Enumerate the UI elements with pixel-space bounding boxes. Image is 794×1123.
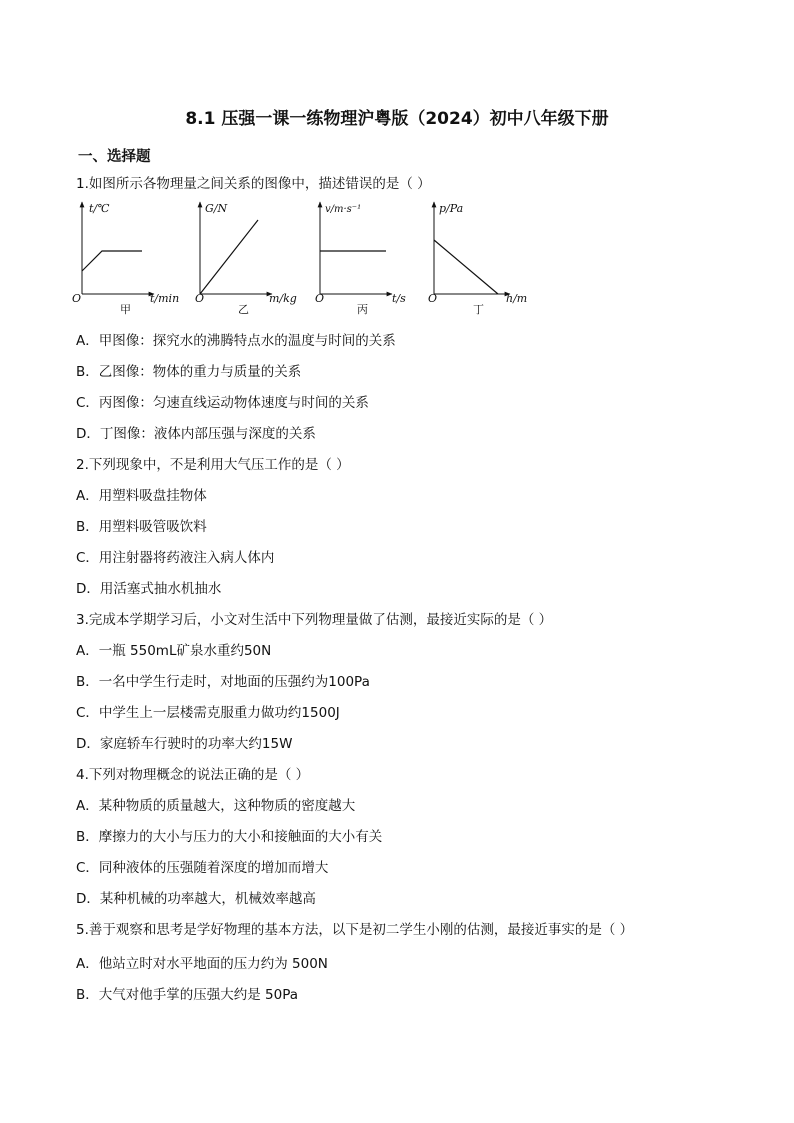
question-4-option-a: A．某种物质的质量越大，这种物质的密度越大 [76, 798, 356, 814]
graph-yi-curve [200, 220, 258, 294]
graph-bing-origin: O [315, 292, 325, 305]
section-heading: 一、选择题 [78, 149, 151, 165]
question-5-option-b: B．大气对他手掌的压强大约是 50Pa [76, 987, 299, 1003]
question-2-option-c: C．用注射器将药液注入病人体内 [76, 550, 275, 566]
graph-bing-xlabel: t/s [392, 292, 406, 305]
question-1-option-c: C．丙图像：匀速直线运动物体速度与时间的关系 [76, 395, 369, 411]
graph-ding-ylabel: p/Pa [439, 202, 464, 215]
graph-jia-caption: 甲 [120, 303, 131, 316]
question-4-option-d: D．某种机械的功率越大，机械效率越高 [76, 891, 316, 907]
question-1-option-a: A．甲图像：探究水的沸腾特点水的温度与时间的关系 [76, 333, 396, 349]
graph-yi-caption: 乙 [238, 303, 249, 316]
graph-jia [72, 202, 179, 316]
question-4-stem: 4.下列对物理概念的说法正确的是（ ） [76, 767, 310, 783]
graph-ding-xlabel: h/m [506, 292, 528, 305]
question-4-option-b: B．摩擦力的大小与压力的大小和接触面的大小有关 [76, 829, 383, 845]
graph-yi-origin: O [195, 292, 205, 305]
question-1-option-d: D．丁图像：液体内部压强与深度的关系 [76, 426, 316, 442]
graph-jia-origin: O [72, 292, 82, 305]
question-1-option-b: B．乙图像：物体的重力与质量的关系 [76, 364, 302, 380]
question-2-stem: 2.下列现象中，不是利用大气压工作的是（ ） [76, 457, 350, 473]
question-3-option-c: C．中学生上一层楼需克服重力做功约1500J [76, 705, 340, 721]
graph-bing-caption: 丙 [357, 303, 368, 316]
question-3-option-d: D．家庭轿车行驶时的功率大约15W [76, 736, 293, 752]
graph-figure [70, 196, 540, 326]
graph-jia-xlabel: t/min [150, 292, 180, 305]
graph-bing-ylabel: v/m·s⁻¹ [325, 204, 362, 215]
question-2-option-d: D．用活塞式抽水机抽水 [76, 581, 222, 597]
question-5-stem: 5.善于观察和思考是学好物理的基本方法，以下是初二学生小刚的估测，最接近事实的是（ ） [76, 922, 634, 938]
graph-bing [315, 202, 406, 316]
graph-jia-ylabel: t/℃ [89, 202, 110, 215]
graph-ding-curve [434, 240, 498, 294]
graph-yi-ylabel: G/N [205, 202, 228, 215]
graph-jia-curve [82, 251, 142, 271]
graph-ding-caption: 丁 [473, 303, 484, 316]
question-1-stem: 1.如图所示各物理量之间关系的图像中，描述错误的是（ ） [76, 176, 431, 192]
graph-ding [428, 202, 527, 316]
question-3-option-a: A．一瓶 550mL矿泉水重约50N [76, 643, 272, 659]
question-5-option-a: A．他站立时对水平地面的压力约为 500N [76, 956, 328, 972]
question-3-option-b: B．一名中学生行走时，对地面的压强约为100Pa [76, 674, 370, 690]
question-3-stem: 3.完成本学期学习后，小文对生活中下列物理量做了估测，最接近实际的是（ ） [76, 612, 553, 628]
question-2-option-b: B．用塑料吸管吸饮料 [76, 519, 207, 535]
graph-ding-origin: O [428, 292, 438, 305]
page-title: 8.1 压强一课一练物理沪粤版（2024）初中八年级下册 [185, 109, 609, 129]
graph-yi-xlabel: m/kg [269, 292, 297, 305]
question-2-option-a: A．用塑料吸盘挂物体 [76, 488, 207, 504]
graph-yi [195, 202, 297, 316]
question-4-option-c: C．同种液体的压强随着深度的增加而增大 [76, 860, 329, 876]
